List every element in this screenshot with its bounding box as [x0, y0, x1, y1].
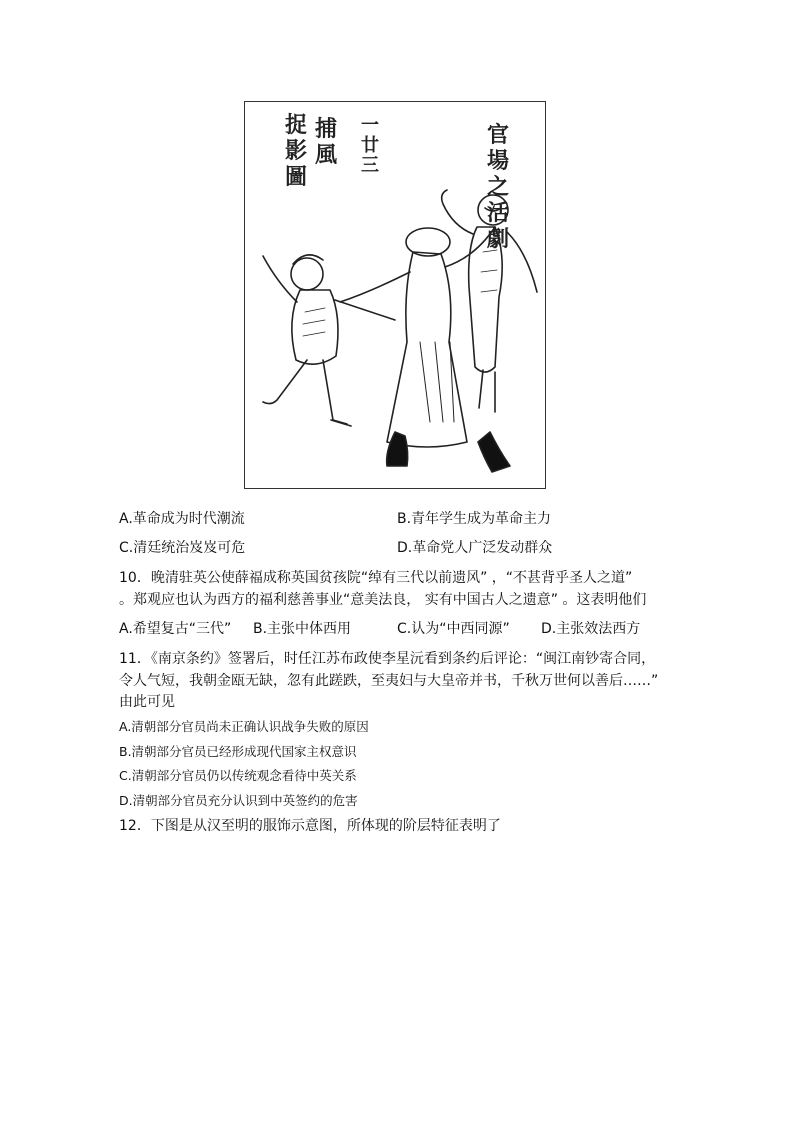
- q11-option-c[interactable]: C.清朝部分官员仍以传统观念看待中英关系: [119, 768, 357, 783]
- q10-stem-line-1: 10．晚清驻英公使薛福成称英国贫孩院“绰有三代以前遗风” ，“不甚背乎圣人之道”: [119, 570, 633, 586]
- q10-option-d[interactable]: D.主张效法西方: [541, 621, 641, 637]
- q9-option-d[interactable]: D.革命党人广泛发动群众: [397, 540, 553, 556]
- caption-column-3: 捕 風: [315, 116, 338, 168]
- q10-option-a[interactable]: A.希望复古“三代”: [119, 621, 232, 637]
- q11-option-b[interactable]: B.清朝部分官员已经形成现代国家主权意识: [119, 744, 357, 759]
- q9-option-c[interactable]: C.清廷统治岌岌可危: [119, 540, 246, 556]
- center-figure-robe: [387, 252, 467, 447]
- cartoon-figure: [244, 101, 546, 489]
- q12-stem-line-1: 12．下图是从汉至明的服饰示意图，所体现的阶层特征表明了: [119, 818, 501, 834]
- q9-option-b[interactable]: B.青年学生成为革命主力: [397, 511, 552, 527]
- q11-stem-line-3: 由此可见: [119, 694, 175, 710]
- left-figure-head: [291, 258, 323, 290]
- q11-stem-line-1: 11．《南京条约》签署后，时任江苏布政使李星沅看到条约后评论：“闽江南钞寄合同，: [119, 651, 656, 667]
- caption-column-2: 一 廿 三: [361, 115, 379, 176]
- q9-option-a[interactable]: A.革命成为时代潮流: [119, 511, 245, 527]
- q10-option-b[interactable]: B.主张中体西用: [253, 621, 352, 637]
- q11-option-a[interactable]: A.清朝部分官员尚未正确认识战争失败的原因: [119, 719, 369, 734]
- q11-stem-line-2: 令人气短，我朝金瓯无缺，忽有此蹉跌，至夷妇与大皇帝并书，千秋万世何以善后……”: [119, 673, 659, 689]
- caption-column-4: 捉 影 圖: [285, 112, 308, 190]
- q11-option-d[interactable]: D.清朝部分官员充分认识到中英签约的危害: [119, 793, 358, 808]
- caption-column-1: 官 場 之 活 劇: [487, 122, 510, 252]
- left-figure-body: [292, 290, 338, 364]
- q10-stem-line-2: 。郑观应也认为西方的福利慈善事业“意美法良， 实有中国古人之遗意” 。这表明他们: [119, 592, 647, 608]
- q10-option-c[interactable]: C.认为“中西同源”: [397, 621, 510, 637]
